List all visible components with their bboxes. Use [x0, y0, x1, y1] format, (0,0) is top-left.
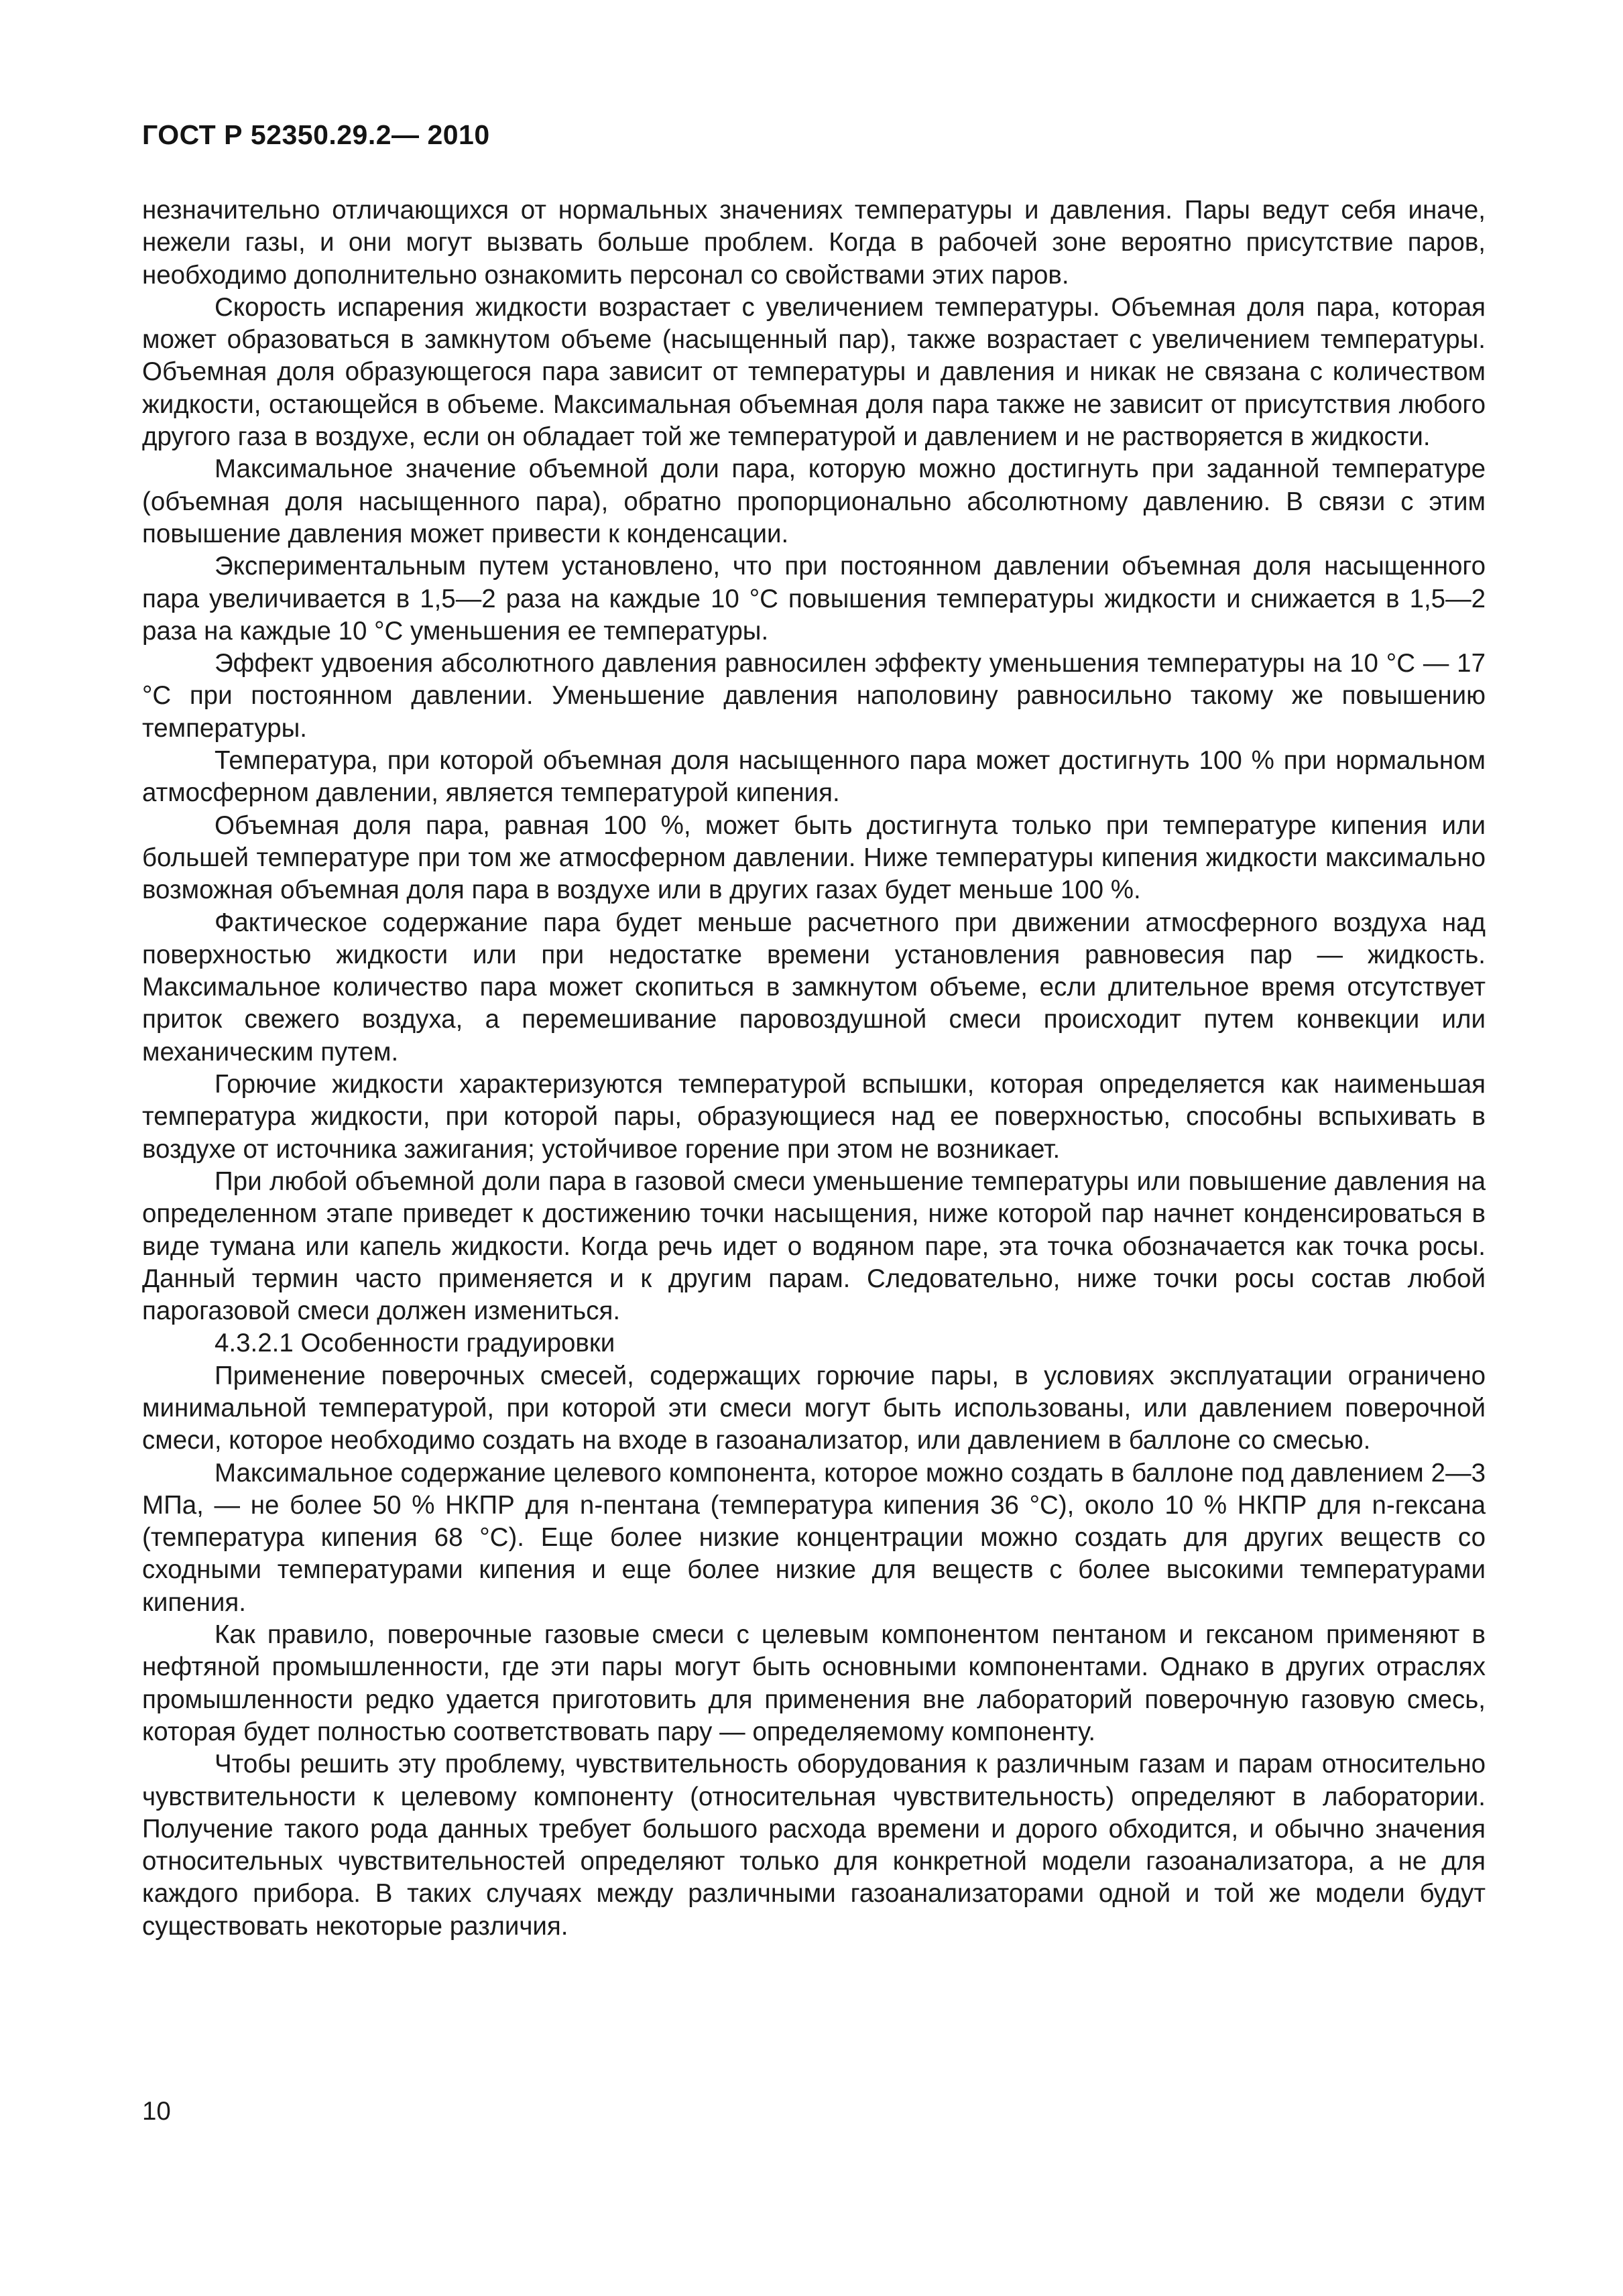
paragraph: При любой объемной доли пара в газовой смеси уменьшение температуры или повышение давления на определенном этапе приведет к достижению точки насыщения, ниже которой пар начнет конденсироваться в виде тумана или капель жидкости. Когда речь идет о водяном паре, эта точка обозначается как точка росы. Данный термин часто применяется и к другим парам. Следовательно, ниже точки росы состав любой парогазовой смеси должен измениться. [142, 1166, 1486, 1326]
page-number: 10 [142, 2097, 171, 2126]
paragraph: Максимальное значение объемной доли пара, которую можно достигнуть при заданной температуре (объемная доля насыщенного пара), обратно пропорционально абсолютному давлению. В связи с этим повышение давления может привести к конденсации. [142, 455, 1486, 548]
paragraph: Объемная доля пара, равная 100 %, может быть достигнута только при температуре кипения или большей температуре при том же атмосферном давлении. Ниже температуры кипения жидкости максимально возможная объемная доля пара в воздухе или в других газах будет меньше 100 %. [142, 810, 1486, 905]
paragraph: Горючие жидкости характеризуются температурой вспышки, которая определяется как наименьшая температура жидкости, при которой пары, образующиеся над ее поверхностью, способны вспыхивать в воздухе от источника зажигания; устойчивое горение при этом не возникает. [142, 1070, 1486, 1164]
paragraph: Экспериментальным путем установлено, что при постоянном давлении объемная доля насыщенного пара увеличивается в 1,5—2 раза на каждые 10 °С повышения температуры жидкости и снижается в 1,5—2 раза на каждые 10 °С уменьшения ее температуры. [142, 552, 1486, 646]
paragraph: Применение поверочных смесей, содержащих горючие пары, в условиях эксплуатации ограничено минимальной температурой, при которой эти смеси могут быть использованы, или давлением поверочной смеси, которое необходимо создать на входе в газоанализатор, или давлением в баллоне со смесью. [142, 1361, 1486, 1455]
paragraph: Скорость испарения жидкости возрастает с увеличением температуры. Объемная доля пара, которая может образоваться в замкнутом объеме (насыщенный пар), также возрастает с увеличением температуры. Объемная доля образующегося пара зависит от температуры и давления и никак не связана с количеством жидкости, остающейся в объеме. Максимальная объемная доля пара также не зависит от присутствия любого другого газа в воздухе, если он обладает той же температурой и давлением и не растворяется в жидкости. [142, 292, 1486, 452]
paragraph: незначительно отличающихся от нормальных значениях температуры и давления. Пары ведут себя иначе, нежели газы, и они могут вызвать больше проблем. Когда в рабочей зоне вероятно присутствие паров, необходимо дополнительно ознакомить персонал со свойствами этих паров. [142, 196, 1486, 290]
document-header: ГОСТ Р 52350.29.2— 2010 [142, 119, 490, 150]
section-heading: 4.3.2.1 Особенности градуировки [215, 1329, 615, 1358]
paragraph: Фактическое содержание пара будет меньше расчетного при движении атмосферного воздуха над поверхностью жидкости или при недостатке времени установления равновесия пар — жидкость. Максимальное количество пара может скопиться в замкнутом объеме, если длительное время отсутствует приток свежего воздуха, а перемешивание паровоздушной смеси происходит путем конвекции или механическим путем. [142, 908, 1486, 1067]
body-text [142, 194, 1486, 1943]
paragraph: Как правило, поверочные газовые смеси с целевым компонентом пентаном и гексаном применяют в нефтяной промышленности, где эти пары могут быть основными компонентами. Однако в других отраслях промышленности редко удается приготовить для применения вне лабораторий поверочную газовую смесь, которая будет полностью соответствовать пару — определяемому компоненту. [142, 1620, 1486, 1746]
paragraph: Температура, при которой объемная доля насыщенного пара может достигнуть 100 % при нормальном атмосферном давлении, является температурой кипения. [142, 746, 1486, 808]
paragraph: Чтобы решить эту проблему, чувствительность оборудования к различным газам и парам относительно чувствительности к целевому компоненту (относительная чувствительность) определяют в лаборатории. Получение такого рода данных требует большого расхода времени и дорого обходится, и обычно значения относительных чувствительностей определяют только для конкретной модели газоанализатора, а не для каждого прибора. В таких случаях между различными газоанализаторами одной и той же модели будут существовать некоторые различия. [142, 1750, 1486, 1941]
paragraph: Максимальное содержание целевого компонента, которое можно создать в баллоне под давлением 2—3 МПа, — не более 50 % НКПР для n-пентана (температура кипения 36 °С), около 10 % НКПР для n-гексана (температура кипения 68 °С). Еще более низкие концентрации можно создать для других веществ со сходными температурами кипения и еще более низкие для веществ с более высокими температурами кипения. [142, 1458, 1486, 1617]
paragraph: Эффект удвоения абсолютного давления равносилен эффекту уменьшения температуры на 10 °С — 17 °С при постоянном давлении. Уменьшение давления наполовину равносильно такому же повышению температуры. [142, 649, 1486, 743]
